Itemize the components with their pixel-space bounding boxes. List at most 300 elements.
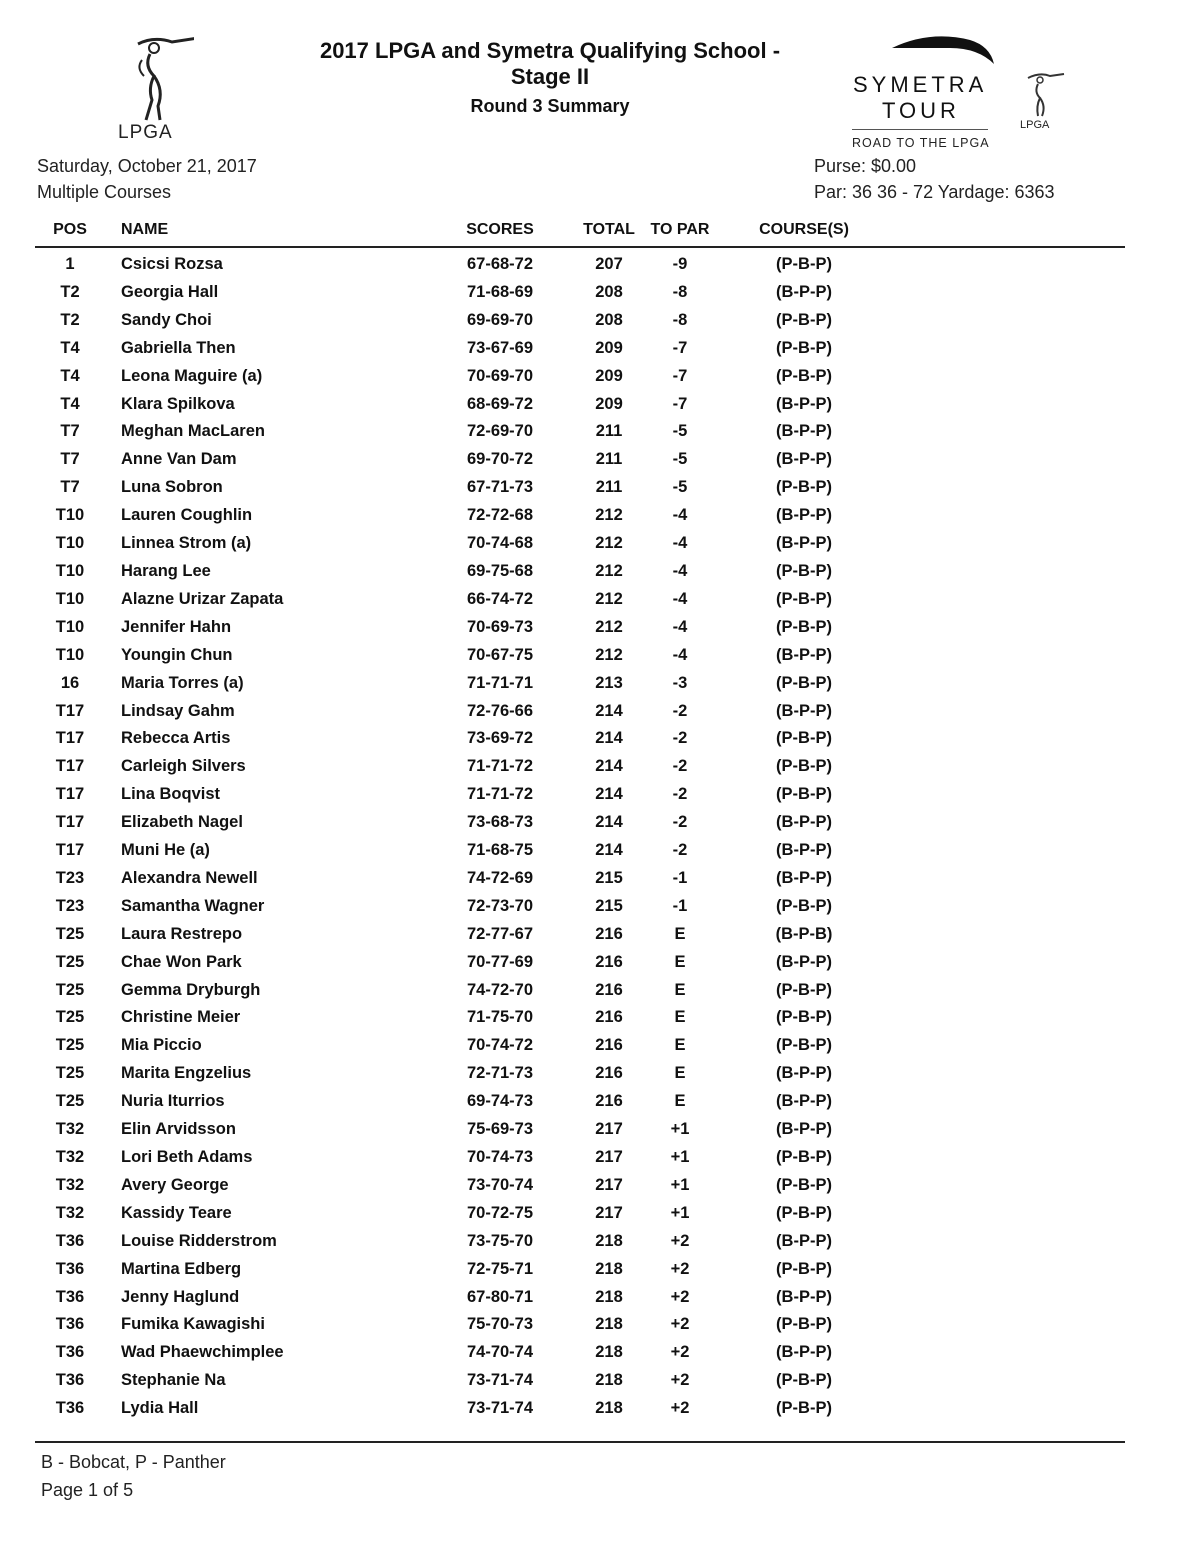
cell-pos: T32 <box>55 1148 85 1166</box>
cell-courses: (P-B-P) <box>776 673 832 692</box>
results-table <box>0 252 1200 1424</box>
cell-courses: (P-B-P) <box>776 1315 832 1334</box>
cell-total: 218 <box>595 1343 623 1362</box>
cell-total: 207 <box>595 255 623 273</box>
cell-name: Georgia Hall <box>121 282 219 301</box>
cell-courses: (B-P-P) <box>776 813 832 832</box>
cell-pos: T2 <box>60 310 80 329</box>
cell-courses: (B-P-P) <box>776 1343 832 1362</box>
cell-scores: 74-72-69 <box>466 868 534 887</box>
cell-total: 218 <box>595 1259 623 1278</box>
cell-to-par: +1 <box>670 1148 690 1166</box>
cell-name: Marita Engzelius <box>121 1064 252 1083</box>
cell-pos: T4 <box>60 366 80 385</box>
cell-courses: (P-B-P) <box>776 1203 832 1222</box>
cell-courses: (P-B-P) <box>776 1259 832 1278</box>
cell-scores: 69-74-73 <box>466 1092 534 1111</box>
table-row <box>0 978 1200 1006</box>
cell-scores: 71-75-70 <box>466 1008 534 1027</box>
cell-pos: T25 <box>55 1092 85 1111</box>
cell-pos: T25 <box>55 1064 85 1083</box>
cell-name: Muni He (a) <box>121 841 210 860</box>
cell-to-par: E <box>674 1036 686 1055</box>
cell-scores: 75-70-73 <box>466 1315 534 1334</box>
cell-total: 218 <box>595 1231 623 1250</box>
cell-total: 209 <box>595 338 623 357</box>
table-row <box>0 419 1200 447</box>
cell-to-par: +1 <box>670 1120 690 1139</box>
cell-to-par: -7 <box>672 338 688 357</box>
cell-name: Elin Arvidsson <box>121 1120 236 1139</box>
cell-name: Youngin Chun <box>121 645 233 664</box>
cell-to-par: -8 <box>672 310 688 329</box>
cell-courses: (P-B-P) <box>776 338 832 357</box>
cell-scores: 68-69-72 <box>466 394 534 413</box>
cell-to-par: E <box>674 980 686 999</box>
cell-to-par: +2 <box>670 1399 690 1418</box>
cell-to-par: -2 <box>672 757 688 776</box>
cell-courses: (P-B-P) <box>776 1148 832 1166</box>
table-row <box>0 754 1200 782</box>
cell-total: 215 <box>595 896 623 915</box>
cell-name: Sandy Choi <box>121 310 212 329</box>
cell-scores: 70-72-75 <box>466 1203 534 1222</box>
cell-pos: T25 <box>55 924 85 943</box>
table-row <box>0 503 1200 531</box>
column-header-scores: SCORES <box>466 221 534 238</box>
column-header-total: TOTAL <box>583 221 635 238</box>
cell-scores: 71-71-72 <box>466 757 534 776</box>
cell-scores: 70-69-70 <box>466 366 534 385</box>
cell-scores: 71-68-75 <box>466 841 534 860</box>
cell-total: 209 <box>595 394 623 413</box>
table-row <box>0 1005 1200 1033</box>
cell-total: 208 <box>595 282 623 301</box>
cell-name: Avery George <box>121 1175 229 1194</box>
cell-scores: 67-80-71 <box>466 1287 534 1306</box>
table-row <box>0 671 1200 699</box>
cell-name: Jennifer Hahn <box>121 617 232 636</box>
cell-pos: T7 <box>60 450 80 469</box>
cell-name: Alazne Urizar Zapata <box>121 589 284 608</box>
cell-total: 217 <box>595 1120 623 1139</box>
cell-name: Laura Restrepo <box>121 924 243 943</box>
table-row <box>0 1229 1200 1257</box>
cell-pos: T23 <box>55 868 85 887</box>
cell-total: 216 <box>595 1064 623 1083</box>
lpga-small-logo <box>1018 72 1062 136</box>
event-purse: Purse: $0.00 <box>814 156 917 176</box>
page-number: Page 1 of 5 <box>41 1480 134 1500</box>
cell-pos: T10 <box>55 645 85 664</box>
table-row <box>0 1312 1200 1340</box>
cell-courses: (B-P-P) <box>776 394 832 413</box>
cell-courses: (B-P-P) <box>776 282 832 301</box>
cell-pos: T36 <box>55 1343 85 1362</box>
cell-to-par: -1 <box>672 896 688 915</box>
cell-to-par: +2 <box>670 1287 690 1306</box>
cell-courses: (B-P-P) <box>776 1064 832 1083</box>
cell-to-par: -1 <box>672 868 688 887</box>
cell-pos: T25 <box>55 1008 85 1027</box>
cell-to-par: -4 <box>672 589 688 608</box>
cell-scores: 71-71-71 <box>466 673 534 692</box>
cell-total: 212 <box>595 506 623 525</box>
cell-courses: (B-P-P) <box>776 1287 832 1306</box>
cell-courses: (B-P-P) <box>776 506 832 525</box>
cell-to-par: -5 <box>672 422 688 441</box>
cell-to-par: -2 <box>672 785 688 804</box>
cell-courses: (B-P-P) <box>776 1120 832 1139</box>
page-title: 2017 LPGA and Symetra Qualifying School - <box>319 38 781 63</box>
cell-total: 217 <box>595 1203 623 1222</box>
cell-name: Alexandra Newell <box>121 868 258 887</box>
cell-total: 218 <box>595 1399 623 1418</box>
cell-courses: (P-B-P) <box>776 1175 832 1194</box>
table-row <box>0 1368 1200 1396</box>
cell-total: 214 <box>595 785 623 804</box>
cell-name: Mia Piccio <box>121 1036 202 1055</box>
cell-scores: 72-71-73 <box>466 1064 534 1083</box>
cell-courses: (P-B-P) <box>776 785 832 804</box>
cell-to-par: E <box>674 1092 686 1111</box>
cell-total: 216 <box>595 980 623 999</box>
cell-to-par: -5 <box>672 450 688 469</box>
table-row <box>0 1173 1200 1201</box>
cell-pos: T10 <box>55 506 85 525</box>
table-row <box>0 531 1200 559</box>
table-row <box>0 1145 1200 1173</box>
table-row <box>0 447 1200 475</box>
cell-name: Harang Lee <box>121 561 211 580</box>
cell-to-par: +2 <box>670 1343 690 1362</box>
cell-total: 212 <box>595 561 623 580</box>
cell-total: 217 <box>595 1175 623 1194</box>
cell-pos: T17 <box>55 701 85 720</box>
cell-name: Meghan MacLaren <box>121 422 265 441</box>
cell-to-par: -2 <box>672 729 688 748</box>
cell-to-par: -4 <box>672 506 688 525</box>
tour-wordmark: TOUR <box>882 98 960 123</box>
golfer-silhouette-icon <box>1022 72 1066 118</box>
cell-to-par: -2 <box>672 701 688 720</box>
cell-name: Gabriella Then <box>121 338 236 357</box>
page-subtitle: Round 3 Summary <box>470 96 630 116</box>
table-row <box>0 950 1200 978</box>
cell-to-par: -4 <box>672 645 688 664</box>
table-row <box>0 643 1200 671</box>
cell-pos: T17 <box>55 841 85 860</box>
course-legend: B - Bobcat, P - Panther <box>41 1452 226 1472</box>
cell-total: 214 <box>595 729 623 748</box>
cell-pos: T36 <box>55 1231 85 1250</box>
cell-name: Lina Boqvist <box>121 785 221 804</box>
table-row <box>0 1033 1200 1061</box>
table-row <box>0 615 1200 643</box>
table-row <box>0 364 1200 392</box>
event-date: Saturday, October 21, 2017 <box>37 156 257 176</box>
table-row <box>0 392 1200 420</box>
cell-scores: 70-69-73 <box>466 617 534 636</box>
cell-to-par: +1 <box>670 1203 690 1222</box>
symetra-tour-logo <box>850 34 1000 154</box>
column-header-to-par: TO PAR <box>650 221 710 238</box>
cell-scores: 73-68-73 <box>466 813 534 832</box>
cell-name: Stephanie Na <box>121 1371 226 1390</box>
cell-pos: T2 <box>60 282 80 301</box>
cell-total: 217 <box>595 1148 623 1166</box>
table-row <box>0 280 1200 308</box>
cell-pos: T4 <box>60 338 80 357</box>
page-title-stage: Stage II <box>510 64 590 89</box>
cell-to-par: +2 <box>670 1231 690 1250</box>
cell-to-par: -8 <box>672 282 688 301</box>
cell-pos: T25 <box>55 980 85 999</box>
cell-total: 216 <box>595 1092 623 1111</box>
golfer-silhouette-icon <box>124 36 194 122</box>
table-row <box>0 866 1200 894</box>
cell-scores: 75-69-73 <box>466 1120 534 1139</box>
cell-total: 215 <box>595 868 623 887</box>
cell-name: Nuria Iturrios <box>121 1092 225 1111</box>
cell-courses: (P-B-P) <box>776 1399 832 1418</box>
cell-to-par: -4 <box>672 617 688 636</box>
table-row <box>0 252 1200 280</box>
cell-courses: (P-B-P) <box>776 366 832 385</box>
cell-scores: 72-72-68 <box>466 506 534 525</box>
cell-scores: 73-75-70 <box>466 1231 534 1250</box>
cell-total: 216 <box>595 952 623 971</box>
cell-to-par: +2 <box>670 1315 690 1334</box>
cell-total: 212 <box>595 617 623 636</box>
cell-to-par: -2 <box>672 841 688 860</box>
symetra-swoosh-icon <box>890 34 1000 68</box>
cell-name: Lori Beth Adams <box>121 1148 253 1166</box>
symetra-wordmark: SYMETRA <box>853 72 988 97</box>
cell-pos: T17 <box>55 729 85 748</box>
cell-scores: 71-71-72 <box>466 785 534 804</box>
cell-courses: (P-B-P) <box>776 478 832 497</box>
cell-scores: 69-75-68 <box>466 561 534 580</box>
cell-courses: (P-B-P) <box>776 589 832 608</box>
cell-pos: T10 <box>55 534 85 553</box>
cell-pos: T36 <box>55 1287 85 1306</box>
cell-name: Elizabeth Nagel <box>121 813 243 832</box>
cell-pos: T36 <box>55 1371 85 1390</box>
cell-courses: (P-B-P) <box>776 729 832 748</box>
cell-to-par: -4 <box>672 534 688 553</box>
cell-to-par: -5 <box>672 478 688 497</box>
cell-total: 214 <box>595 701 623 720</box>
cell-total: 218 <box>595 1315 623 1334</box>
cell-scores: 66-74-72 <box>466 589 534 608</box>
cell-total: 214 <box>595 757 623 776</box>
cell-to-par: -2 <box>672 813 688 832</box>
cell-total: 212 <box>595 645 623 664</box>
cell-pos: T10 <box>55 617 85 636</box>
cell-courses: (B-P-P) <box>776 422 832 441</box>
cell-pos: T17 <box>55 785 85 804</box>
cell-name: Klara Spilkova <box>121 394 235 413</box>
table-row <box>0 1396 1200 1424</box>
cell-total: 212 <box>595 534 623 553</box>
cell-total: 211 <box>595 478 623 497</box>
column-header-courses: COURSE(S) <box>759 221 849 238</box>
cell-pos: T10 <box>55 589 85 608</box>
cell-name: Linnea Strom (a) <box>121 534 252 553</box>
cell-courses: (B-P-P) <box>776 450 832 469</box>
cell-name: Carleigh Silvers <box>121 757 246 776</box>
table-row <box>0 1061 1200 1089</box>
table-row <box>0 1285 1200 1313</box>
cell-courses: (B-P-P) <box>776 1231 832 1250</box>
footer-divider <box>35 1441 1125 1443</box>
cell-to-par: -3 <box>672 673 688 692</box>
cell-name: Lindsay Gahm <box>121 701 235 720</box>
lpga-small-wordmark: LPGA <box>1020 119 1050 131</box>
cell-to-par: +2 <box>670 1371 690 1390</box>
cell-name: Anne Van Dam <box>121 450 237 469</box>
cell-pos: 16 <box>60 673 80 692</box>
cell-pos: T17 <box>55 813 85 832</box>
cell-scores: 72-69-70 <box>466 422 534 441</box>
cell-name: Csicsi Rozsa <box>121 255 223 273</box>
logo-divider <box>852 129 988 130</box>
cell-total: 218 <box>595 1287 623 1306</box>
cell-name: Samantha Wagner <box>121 896 265 915</box>
table-row <box>0 1201 1200 1229</box>
cell-pos: T36 <box>55 1399 85 1418</box>
cell-scores: 72-75-71 <box>466 1259 534 1278</box>
cell-to-par: -4 <box>672 561 688 580</box>
table-row <box>0 336 1200 364</box>
cell-total: 208 <box>595 310 623 329</box>
cell-pos: T32 <box>55 1203 85 1222</box>
cell-total: 216 <box>595 1008 623 1027</box>
cell-courses: (P-B-P) <box>776 1371 832 1390</box>
header-divider <box>35 246 1125 248</box>
cell-name: Gemma Dryburgh <box>121 980 261 999</box>
table-row <box>0 726 1200 754</box>
lpga-logo <box>110 36 200 146</box>
cell-courses: (P-B-P) <box>776 896 832 915</box>
cell-scores: 73-71-74 <box>466 1371 534 1390</box>
cell-courses: (B-P-P) <box>776 868 832 887</box>
table-row <box>0 559 1200 587</box>
cell-to-par: E <box>674 952 686 971</box>
cell-scores: 70-74-68 <box>466 534 534 553</box>
cell-name: Martina Edberg <box>121 1259 242 1278</box>
cell-pos: T25 <box>55 952 85 971</box>
cell-pos: T17 <box>55 757 85 776</box>
table-row <box>0 782 1200 810</box>
cell-scores: 67-71-73 <box>466 478 534 497</box>
cell-courses: (B-P-P) <box>776 1092 832 1111</box>
cell-scores: 70-74-72 <box>466 1036 534 1055</box>
column-header-name: NAME <box>121 221 169 238</box>
cell-courses: (B-P-P) <box>776 952 832 971</box>
table-row <box>0 922 1200 950</box>
cell-courses: (B-P-P) <box>776 534 832 553</box>
cell-name: Jenny Haglund <box>121 1287 240 1306</box>
cell-pos: T4 <box>60 394 80 413</box>
cell-courses: (P-B-P) <box>776 1036 832 1055</box>
table-row <box>0 838 1200 866</box>
cell-pos: T23 <box>55 896 85 915</box>
cell-pos: T25 <box>55 1036 85 1055</box>
cell-scores: 70-74-73 <box>466 1148 534 1166</box>
cell-total: 216 <box>595 924 623 943</box>
cell-total: 211 <box>595 450 623 469</box>
cell-total: 212 <box>595 589 623 608</box>
cell-to-par: -7 <box>672 394 688 413</box>
cell-total: 218 <box>595 1371 623 1390</box>
cell-scores: 70-77-69 <box>466 952 534 971</box>
cell-pos: T32 <box>55 1175 85 1194</box>
cell-scores: 74-72-70 <box>466 980 534 999</box>
cell-scores: 73-69-72 <box>466 729 534 748</box>
cell-courses: (P-B-P) <box>776 255 832 273</box>
lpga-wordmark: LPGA <box>118 122 173 143</box>
cell-scores: 72-77-67 <box>466 924 534 943</box>
cell-pos: T36 <box>55 1315 85 1334</box>
cell-scores: 73-67-69 <box>466 338 534 357</box>
cell-name: Fumika Kawagishi <box>121 1315 265 1334</box>
column-header-pos: POS <box>53 221 87 238</box>
cell-courses: (B-P-B) <box>775 924 833 943</box>
cell-name: Kassidy Teare <box>121 1203 232 1222</box>
cell-name: Maria Torres (a) <box>121 673 244 692</box>
cell-courses: (P-B-P) <box>776 980 832 999</box>
table-row <box>0 587 1200 615</box>
cell-scores: 70-67-75 <box>466 645 534 664</box>
event-courses: Multiple Courses <box>37 182 172 202</box>
cell-name: Christine Meier <box>121 1008 241 1027</box>
cell-to-par: +2 <box>670 1259 690 1278</box>
cell-name: Chae Won Park <box>121 952 242 971</box>
cell-name: Wad Phaewchimplee <box>121 1343 284 1362</box>
cell-scores: 67-68-72 <box>466 255 534 273</box>
cell-name: Louise Ridderstrom <box>121 1231 277 1250</box>
cell-to-par: E <box>674 1064 686 1083</box>
cell-total: 214 <box>595 813 623 832</box>
road-to-lpga-tagline: ROAD TO THE LPGA <box>852 136 990 150</box>
cell-name: Rebecca Artis <box>121 729 231 748</box>
cell-total: 216 <box>595 1036 623 1055</box>
table-row <box>0 894 1200 922</box>
cell-courses: (P-B-P) <box>776 310 832 329</box>
cell-scores: 74-70-74 <box>466 1343 534 1362</box>
cell-pos: T7 <box>60 478 80 497</box>
cell-courses: (B-P-P) <box>776 701 832 720</box>
cell-to-par: -7 <box>672 366 688 385</box>
cell-to-par: +1 <box>670 1175 690 1194</box>
cell-total: 209 <box>595 366 623 385</box>
cell-total: 213 <box>595 673 623 692</box>
table-row <box>0 308 1200 336</box>
cell-scores: 69-69-70 <box>466 310 534 329</box>
cell-scores: 71-68-69 <box>466 282 534 301</box>
cell-courses: (B-P-P) <box>776 645 832 664</box>
cell-total: 214 <box>595 841 623 860</box>
table-row <box>0 1117 1200 1145</box>
cell-scores: 73-71-74 <box>466 1399 534 1418</box>
event-par-yardage: Par: 36 36 - 72 Yardage: 6363 <box>814 182 1055 202</box>
table-row <box>0 699 1200 727</box>
cell-scores: 69-70-72 <box>466 450 534 469</box>
cell-scores: 72-73-70 <box>466 896 534 915</box>
cell-scores: 72-76-66 <box>466 701 534 720</box>
